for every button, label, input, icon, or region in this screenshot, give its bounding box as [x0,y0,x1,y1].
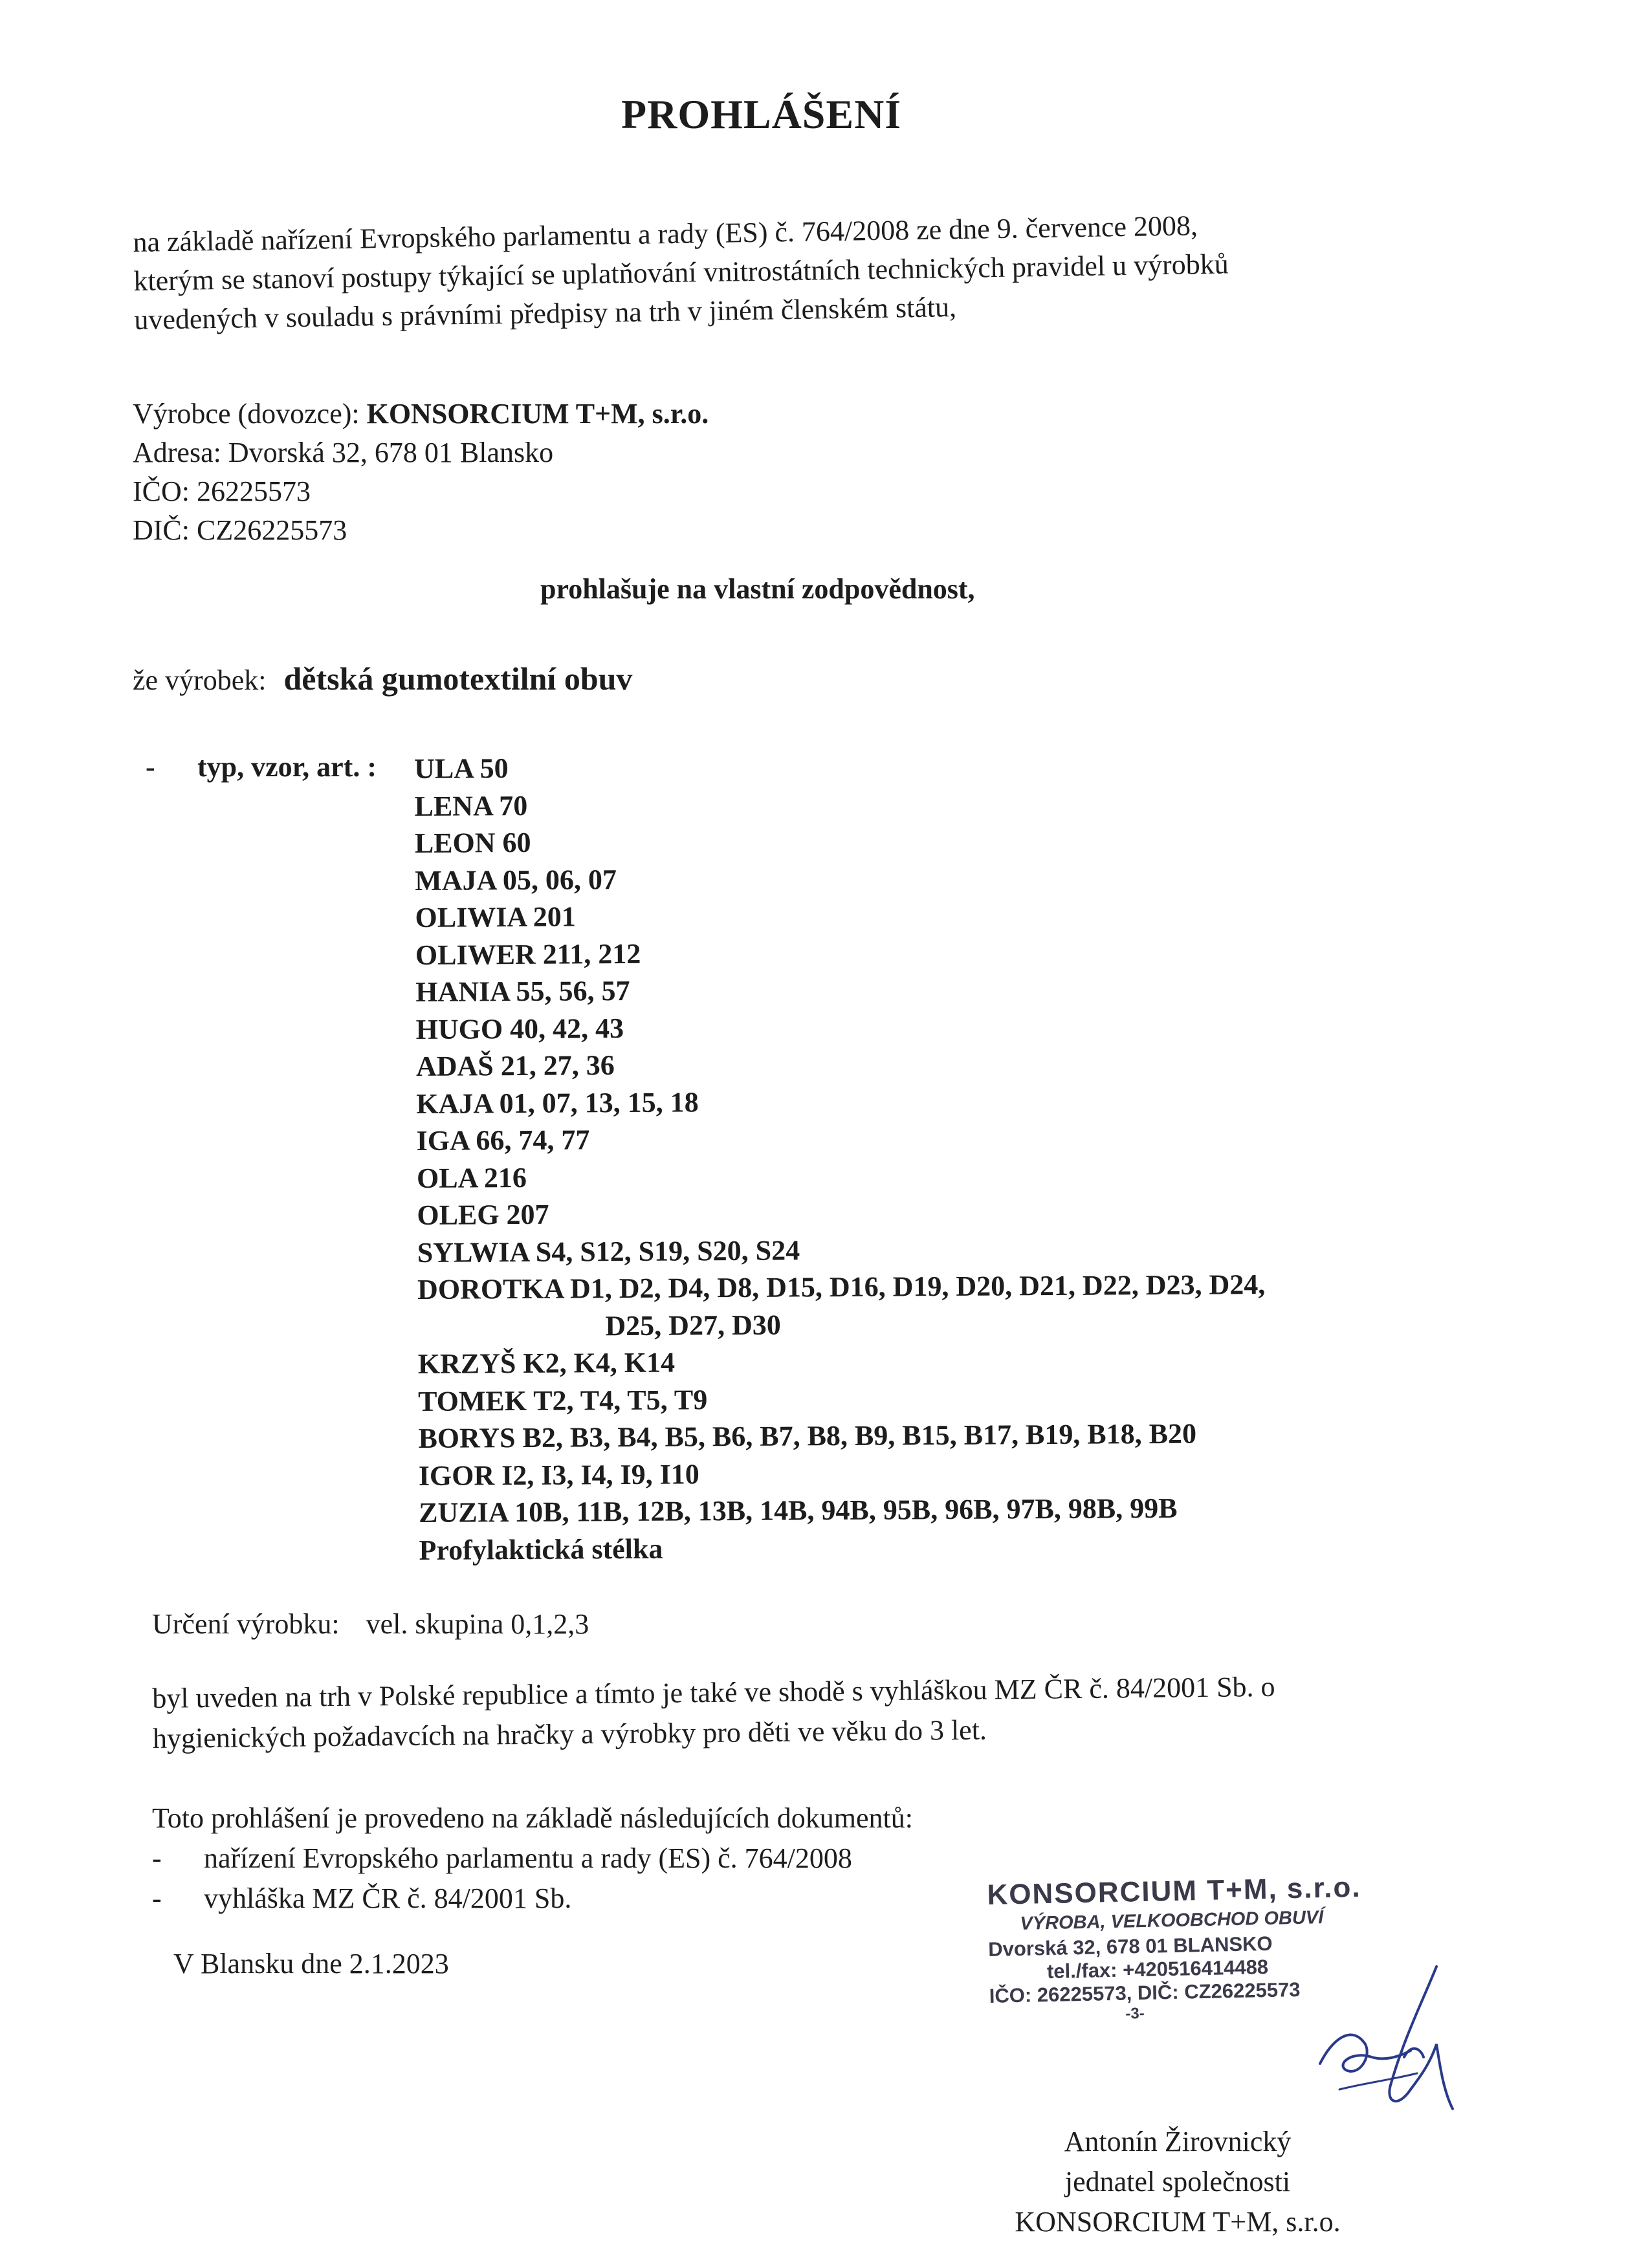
declaration-statement: prohlašuje na vlastní zodpovědnost, [540,573,975,605]
stamp-ids: IČO: 26225573, DIČ: CZ26225573 [989,1978,1301,2007]
signature-icon [1307,1960,1469,2128]
model-item: HANIA 55, 56, 57 [415,974,630,1008]
types-label: typ, vzor, art. : [197,751,377,783]
signer-company: KONSORCIUM T+M, s.r.o. [1015,2206,1341,2238]
stamp-phone: tel./fax: +420516414488 [1046,1955,1269,1983]
stamp-business: VÝROBA, VELKOOBCHOD OBUVÍ [1020,1907,1324,1934]
model-item: OLEG 207 [417,1198,549,1231]
documents-intro: Toto prohlášení je provedeno na základě následujících dokumentů: [152,1802,913,1834]
stamp-company: KONSORCIUM T+M, s.r.o. [987,1871,1362,1911]
stamp-number: -3- [1125,2004,1145,2023]
model-item: OLIWER 211, 212 [415,937,641,971]
document-title: PROHLÁŠENÍ [621,91,902,137]
stamp-address: Dvorská 32, 678 01 BLANSKO [987,1932,1273,1961]
intro-line-2: kterým se stanoví postupy týkající se uplatňování vnitrostátních technických pravidel u výrobků [133,248,1229,297]
model-item: BORYS B2, B3, B4, B5, B6, B7, B8, B9, B15, B17, B19, B18, B20 [418,1417,1197,1454]
signer-role: jednatel společnosti [1064,2166,1291,2197]
product-label: že výrobek: [133,664,267,696]
producer-label: Výrobce (dovozce): [133,398,360,430]
document-item-text: vyhláška MZ ČR č. 84/2001 Sb. [204,1882,572,1914]
model-item-continuation: D25, D27, D30 [605,1309,781,1342]
company-dic: DIČ: CZ26225573 [133,514,347,546]
model-item: IGA 66, 74, 77 [416,1124,590,1157]
model-item: DOROTKA D1, D2, D4, D8, D15, D16, D19, D20, D21, D22, D23, D24, [417,1268,1266,1305]
model-item: KAJA 01, 07, 13, 15, 18 [416,1085,699,1120]
model-item: HUGO 40, 42, 43 [415,1012,624,1045]
producer-line [133,395,709,433]
model-item: MAJA 05, 06, 07 [415,863,617,897]
place-date: V Blansku dne 2.1.2023 [173,1948,449,1979]
model-item: SYLWIA S4, S12, S19, S20, S24 [417,1234,800,1269]
market-line-2: hygienických požadavcích na hračky a výrobky pro děti ve věku do 3 let. [152,1714,987,1754]
company-block [133,395,709,550]
model-item: Profylaktická stélka [419,1532,663,1566]
signer-block [971,2122,1385,2242]
document-item-text: nařízení Evropského parlamentu a rady (ES) č. 764/2008 [204,1842,852,1874]
model-item: ULA 50 [414,752,509,785]
market-line-1: byl uveden na trh v Polské republice a tímto je také ve shodě s vyhláškou MZ ČR č. 84/2001 Sb. o [152,1670,1275,1714]
model-item: LENA 70 [414,789,528,822]
signer-name: Antonín Žirovnický [1064,2126,1292,2157]
producer-name: KONSORCIUM T+M, s.r.o. [366,398,709,430]
company-address: Adresa: Dvorská 32, 678 01 Blansko [133,437,554,468]
product-line [133,660,632,697]
model-item: OLA 216 [416,1161,527,1194]
model-list [414,745,1267,1569]
document-item: - vyhláška MZ ČR č. 84/2001 Sb. [152,1882,572,1914]
purpose-line [152,1608,589,1641]
product-name: dětská gumotextilní obuv [283,660,633,697]
model-item: ADAŠ 21, 27, 36 [415,1049,615,1082]
model-item: TOMEK T2, T4, T5, T9 [417,1383,708,1417]
purpose-value: vel. skupina 0,1,2,3 [366,1608,589,1640]
documents-block [152,1798,913,1919]
model-item: LEON 60 [414,826,531,859]
purpose-label: Určení výrobku: [152,1608,340,1640]
model-item: KRZYŠ K2, K4, K14 [417,1346,676,1380]
intro-paragraph [133,206,1229,340]
model-item: ZUZIA 10B, 11B, 12B, 13B, 14B, 94B, 95B, 96B, 97B, 98B, 99B [419,1492,1178,1529]
document-item: - nařízení Evropského parlamentu a rady (ES) č. 764/2008 [152,1842,852,1874]
types-dash: - [146,751,155,783]
market-paragraph [152,1667,1276,1759]
intro-line-1: na základě nařízení Evropského parlamentu a rady (ES) č. 764/2008 ze dne 9. července 2008, [133,210,1198,258]
intro-line-3: uvedených v souladu s právními předpisy na trh v jiném členském státu, [133,291,957,336]
model-item: OLIWIA 201 [415,900,576,933]
company-ico: IČO: 26225573 [133,475,311,507]
model-item: IGOR I2, I3, I4, I9, I10 [418,1457,699,1492]
